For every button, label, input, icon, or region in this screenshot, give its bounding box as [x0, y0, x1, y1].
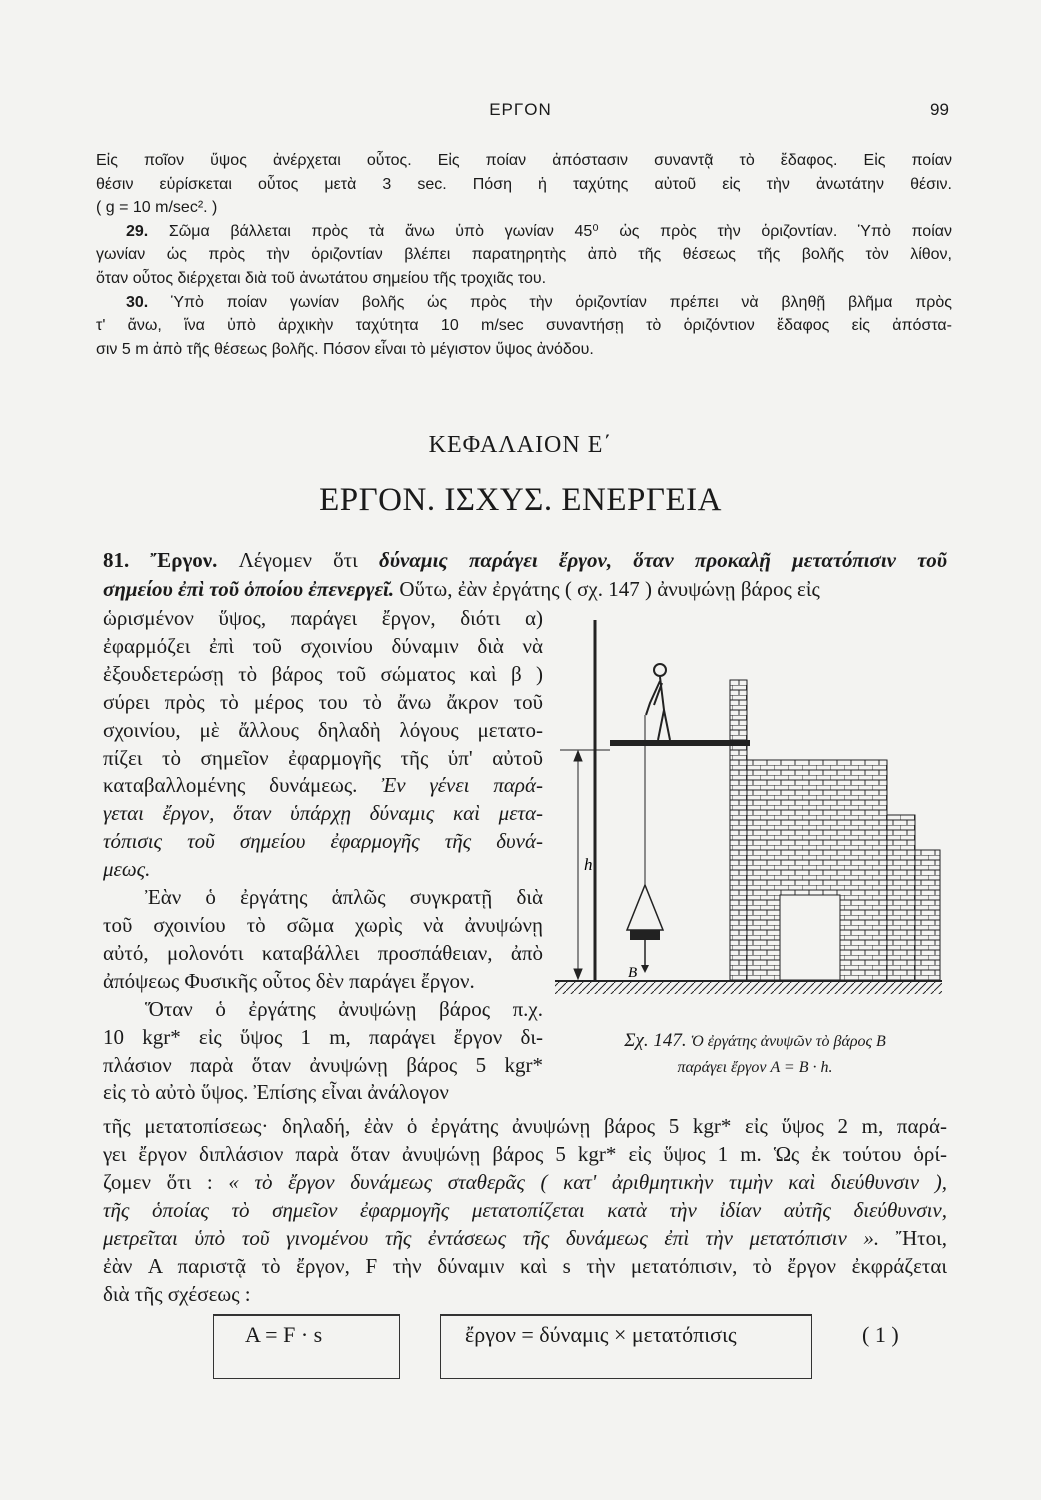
text-line	[103, 800, 543, 828]
text-run: ζομεν ὅτι :	[103, 1170, 229, 1194]
text-run: μετρεῖται ὑπὸ τοῦ γινομένου τῆς ἐντάσεως τῆς δυνάμεως ἐπὶ τὴν μετατόπισιν ».	[103, 1226, 880, 1250]
worker-icon	[646, 664, 670, 740]
text-run: 30.	[126, 293, 171, 311]
caption-line-1: Ὁ ἐργάτης ἀνυψῶν τὸ βάρος B	[690, 1033, 886, 1050]
text-line	[103, 1024, 543, 1052]
text-run: Σῶμα βάλλεται πρὸς τὰ ἄνω ὑπὸ γωνίαν 45⁰ ὡς πρὸς τὴν ὁριζοντίαν. Ὑπὸ ποίαν	[168, 222, 953, 240]
text-run: σχοινίου, μὲ ἄλλους δηλαδὴ λόγους μετατο-	[103, 717, 543, 742]
text-line	[96, 149, 952, 173]
text-run: 81. Ἔργον.	[103, 548, 239, 572]
caption-number: Σχ. 147.	[624, 1030, 687, 1051]
text-line	[103, 1224, 947, 1252]
text-run: ἐξουδετερώσῃ τὸ βάρος τοῦ σώματος καὶ β )	[103, 661, 543, 686]
text-line	[96, 291, 952, 315]
page-number: 99	[930, 100, 949, 119]
text-run: Ἐν γένει παρά-	[381, 773, 543, 798]
figure-caption	[575, 1028, 935, 1081]
text-line	[103, 745, 543, 773]
text-line	[103, 1280, 947, 1308]
weight-B	[627, 885, 663, 973]
text-run: ὅταν οὗτος διέρχεται διὰ τοῦ ἀνωτάτου σημείου τῆς τροχιᾶς του.	[96, 269, 547, 287]
section-81-continuation	[103, 1112, 947, 1308]
equation-formula: A = F · s	[245, 1322, 323, 1347]
text-run: σημείου ἐπὶ τοῦ ὁποίου ἐπενεργεῖ.	[103, 576, 395, 601]
text-line	[96, 196, 952, 220]
text-line	[103, 633, 543, 661]
text-line	[103, 1112, 947, 1140]
text-line	[103, 1252, 947, 1280]
text-line	[103, 546, 947, 575]
text-run: σιν 5 m ἀπὸ τῆς θέσεως βολῆς. Πόσον εἶναι τὸ μέγιστον ὕψος ἀνόδου.	[96, 340, 594, 358]
text-run: ἀπόψεως Φυσικῆς οὗτος δὲν παράγει ἔργον.	[103, 968, 475, 993]
text-line	[103, 1168, 947, 1196]
text-run: ὡρισμένον ὕψος, παράγει ἔργον, διότι α)	[103, 606, 543, 630]
text-run: γει ἔργον διπλάσιον παρὰ ὅταν ἀνυψώνῃ βάρος 5 kgr* εἰς ὕψος 1 m. Ὡς ἐκ τούτου ὁρί-	[103, 1142, 947, 1166]
text-line	[96, 243, 952, 267]
text-run: δύναμις παράγει ἔργον, ὅταν προκαλῇ μετατόπισιν τοῦ	[378, 548, 947, 572]
text-run: αὐτό, μολονότι καταβάλλει προσπάθειαν, ἀπὸ	[103, 940, 543, 965]
text-line	[103, 605, 543, 633]
text-line	[103, 996, 543, 1024]
text-line	[103, 689, 543, 717]
text-run: τῆς μετατοπίσεως· δηλαδή, ἐὰν ὁ ἐργάτης ἀνυψώνῃ βάρος 5 kgr* εἰς ὕψος 2 m, παρά-	[103, 1114, 947, 1138]
brick-wall	[730, 680, 940, 980]
text-line	[103, 772, 543, 800]
running-header: ΕΡΓΟΝ	[489, 100, 552, 119]
chapter-title: ΕΡΓΟΝ. ΙΣΧΥΣ. ΕΝΕΡΓΕΙΑ	[319, 482, 722, 518]
text-run: τόπισις τοῦ σημείου ἐφαρμογῆς τῆς δυνά-	[103, 829, 543, 854]
text-line	[96, 173, 952, 197]
equation-words: ἔργον = δύναμις × μετατόπισις	[465, 1322, 737, 1347]
text-line	[103, 575, 947, 604]
equation-number: ( 1 )	[862, 1322, 899, 1347]
text-run: Ἐὰν ὁ ἐργάτης ἁπλῶς συγκρατῇ διὰ	[145, 885, 543, 910]
text-run: εἰς τὸ αὐτὸ ὕψος. Ἐπίσης εἶναι ἀνάλογον	[103, 1080, 449, 1105]
text-run: θέσιν εὑρίσκεται οὗτος μετὰ 3 sec. Πόση ἡ ταχύτης αὐτοῦ εἰς τὴν ἀνωτάτην θέσιν.	[96, 175, 952, 193]
label-B: B	[628, 965, 638, 981]
text-line	[103, 1079, 543, 1107]
text-run: « τὸ ἔργον δυνάμεως σταθερᾶς ( κατ' ἀριθμητικὴν τιμὴν καὶ διεύθυνσιν ),	[228, 1170, 947, 1194]
text-run: σύρει πρὸς τὸ μέρος του τὸ ἄνω ἄκρον τοῦ	[103, 689, 543, 714]
caption-line-2: παράγει ἔργον A = B · h.	[677, 1059, 833, 1076]
text-run: μεως.	[103, 857, 151, 882]
text-run: τοῦ σχοινίου τὸ σῶμα χωρὶς νὰ ἀνυψώνῃ	[103, 912, 543, 937]
text-run: Ἤτοι,	[879, 1226, 947, 1250]
text-run: Εἰς ποῖον ὕψος ἀνέρχεται οὗτος. Εἰς ποίαν ἀπόστασιν συναντᾷ τὸ ἔδαφος. Εἰς ποίαν	[96, 152, 952, 169]
text-line	[103, 1196, 947, 1224]
text-line	[103, 884, 543, 912]
text-run: γωνίαν ὡς πρὸς τὴν ὁριζοντίαν βλέπει παρατηρητὴς ἀπὸ τῆς θέσεως τῆς βολῆς τὸν λίθον,	[96, 246, 952, 264]
text-run: 10 kgr* εἰς ὕψος 1 m, παράγει ἔργον δι-	[103, 1024, 543, 1049]
text-run: Ὑπὸ ποίαν γωνίαν βολῆς ὡς πρὸς τὴν ὁριζοντίαν πρέπει νὰ βληθῇ βλῆμα πρὸς	[170, 293, 953, 311]
text-line	[103, 1140, 947, 1168]
text-run: διὰ τῆς σχέσεως :	[103, 1282, 251, 1306]
text-run: γεται ἔργον, ὅταν ὑπάρχῃ δύναμις καὶ μετα-	[103, 801, 543, 826]
text-run: 29.	[126, 222, 169, 240]
text-line	[96, 314, 952, 338]
text-run: Οὕτω, ἐὰν ἐργάτης ( σχ. 147 ) ἀνυψώνῃ βάρος εἰς	[394, 576, 820, 601]
text-line	[103, 856, 543, 884]
text-run: ἐφαρμόζει ἐπὶ τοῦ σχοινίου δύναμιν διὰ νὰ	[103, 633, 543, 658]
text-line	[103, 940, 543, 968]
chapter-label: ΚΕΦΑΛΑΙΟΝ Ε΄	[428, 432, 613, 458]
text-run: καταβαλλομένης δυνάμεως.	[103, 773, 382, 798]
text-line	[103, 968, 543, 996]
text-run: ἐὰν A παριστᾷ τὸ ἔργον, F τὴν δύναμιν καὶ s τὴν μετατόπισιν, τὸ ἔργον ἐκφράζεται	[103, 1254, 947, 1278]
text-run: τ' ἄνω, ἵνα ὑπὸ ἀρχικὴν ταχύτητα 10 m/sec συναντήσῃ τὸ ὁριζόντιον ἔδαφος εἰς ἀπόστα-	[96, 317, 952, 335]
text-run: πλάσιον παρὰ ὅταν ἀνυψώνῃ βάρος 5 kgr*	[103, 1052, 543, 1077]
label-h: h	[584, 855, 593, 874]
ground-hatching	[555, 982, 942, 994]
text-line	[103, 717, 543, 745]
text-run: τῆς ὁποίας τὸ σημεῖον ἐφαρμογῆς μετατοπίζεται κατὰ τὴν ἰδίαν αὐτῆς διεύθυνσιν,	[103, 1198, 947, 1222]
text-line	[96, 267, 952, 291]
text-line	[96, 220, 952, 244]
text-run: Ὅταν ὁ ἐργάτης ἀνυψώνῃ βάρος π.χ.	[145, 996, 543, 1021]
text-line	[103, 661, 543, 689]
text-line	[96, 338, 952, 362]
text-run: πίζει τὸ σημεῖον ἐφαρμογῆς τῆς ὑπ' αὐτοῦ	[103, 745, 543, 770]
scaffold-plank	[610, 740, 750, 746]
text-run: ( g = 10 m/sec². )	[96, 199, 218, 217]
exercises-block	[96, 149, 952, 361]
text-line	[103, 828, 543, 856]
section-81-column	[103, 605, 543, 1107]
section-81-intro	[103, 546, 947, 604]
text-run: Λέγομεν ὅτι	[238, 548, 379, 572]
text-line	[103, 1052, 543, 1080]
figure-worker-lifting-weight	[550, 615, 950, 1015]
text-line	[103, 912, 543, 940]
